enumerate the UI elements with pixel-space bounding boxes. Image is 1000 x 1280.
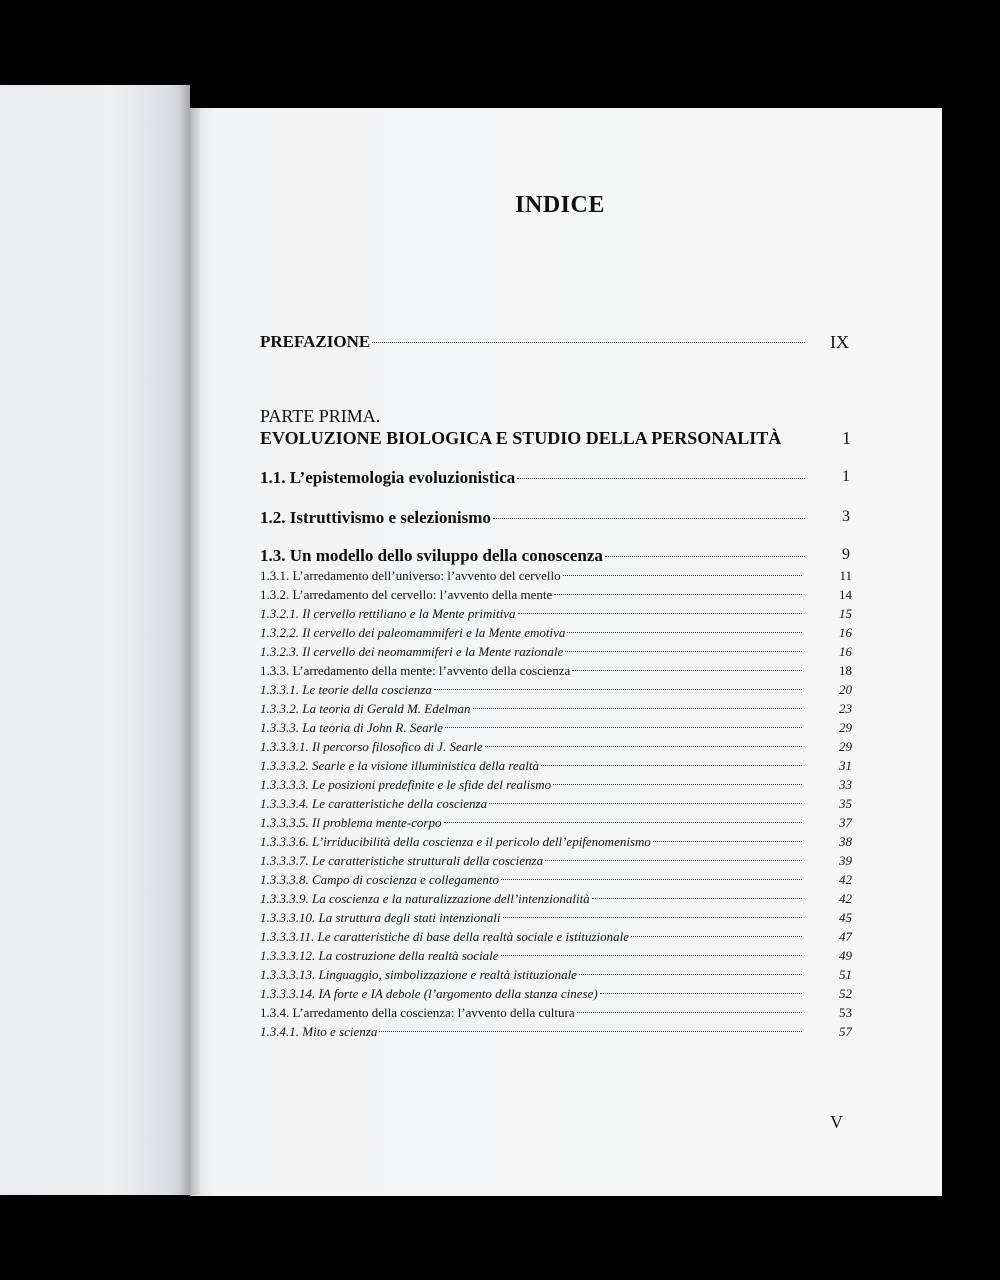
toc-entry (260, 891, 852, 907)
toc-entry-label: 1.3.3.3.10. La struttura degli stati intenzionali (260, 910, 501, 925)
dot-leader (379, 1031, 802, 1032)
left-page (0, 85, 190, 1195)
toc-entry-page: 51 (839, 967, 852, 982)
toc-entry-label: 1.3.2. L’arredamento del cervello: l’avvento della mente (260, 587, 553, 602)
toc-entry-page: 35 (839, 796, 852, 811)
toc-entry (260, 1005, 852, 1021)
toc-entry (260, 910, 852, 926)
toc-entry-label: 1.3.2.2. Il cervello dei paleomammiferi e la Mente emotiva (260, 625, 566, 640)
toc-entry (260, 853, 852, 869)
toc-entry-label: 1.3.1. L’arredamento dell’universo: l’avvento del cervello (260, 568, 561, 583)
dot-leader (489, 803, 802, 804)
toc-entry-page: 1 (842, 468, 850, 485)
dot-leader (503, 917, 802, 918)
dot-leader (434, 689, 802, 690)
dot-leader (567, 632, 802, 633)
dot-leader (553, 784, 802, 785)
dot-leader (605, 556, 805, 557)
toc-entry-label: 1.3.3.3.9. La coscienza e la naturalizzazione dell’intenzionalità (260, 891, 590, 906)
toc-entry-page: 9 (842, 546, 850, 563)
toc-entry-page: 38 (839, 834, 852, 849)
toc-entry (260, 872, 852, 888)
dot-leader (563, 575, 802, 576)
toc-entry-page: 49 (839, 948, 852, 963)
part-heading-line2 (260, 428, 851, 449)
toc-entry-page: IX (830, 332, 849, 352)
book-spine-shadow (178, 85, 200, 1195)
toc-entry-page: 47 (839, 929, 852, 944)
toc-entry-label: 1.3.3. L’arredamento della mente: l’avvento della coscienza (260, 663, 571, 678)
toc-entry-label: PREFAZIONE (260, 332, 371, 351)
dot-leader (485, 746, 802, 747)
toc-entry (260, 568, 852, 584)
toc-entry-label: 1.3.4. L’arredamento della coscienza: l’avvento della cultura (260, 1005, 575, 1020)
toc-entry (260, 815, 852, 831)
toc-entry-label: 1.3.3.3.13. Linguaggio, simbolizzazione e realtà istituzionale (260, 967, 577, 982)
toc-entry-label: 1.2. Istruttivismo e selezionismo (260, 508, 491, 527)
toc-entry-page: 20 (839, 682, 852, 697)
dot-leader (600, 993, 802, 994)
dot-leader (473, 708, 802, 709)
page-title: INDICE (515, 192, 605, 218)
toc-entry-label: 1.3.3.3.12. La costruzione della realtà sociale (260, 948, 499, 963)
toc-entry (260, 967, 852, 983)
dot-leader (501, 879, 802, 880)
part-heading-line1 (260, 406, 380, 427)
toc-entry-page: 45 (839, 910, 852, 925)
dot-leader (501, 955, 802, 956)
dot-leader (372, 342, 805, 343)
toc-entry-page: 42 (839, 872, 852, 887)
toc-entry (260, 546, 850, 566)
toc-entry (260, 701, 852, 717)
dot-leader (572, 670, 802, 671)
toc-entry (260, 929, 852, 945)
dot-leader (541, 765, 802, 766)
toc-entry-page: 39 (839, 853, 852, 868)
toc-entry-label: 1.3.3.3.5. Il problema mente-corpo (260, 815, 442, 830)
toc-entry (260, 758, 852, 774)
right-page (190, 108, 942, 1196)
toc-entry-page: 15 (839, 606, 852, 621)
toc-entry (260, 587, 852, 603)
dot-leader (565, 651, 802, 652)
toc-entry-label: 1.3.3.3.8. Campo di coscienza e collegamento (260, 872, 500, 887)
toc-entry-page: 3 (842, 508, 850, 525)
toc-entry-label: 1.3.3.3.3. Le posizioni predefinite e le sfide del realismo (260, 777, 552, 792)
dot-leader (493, 518, 805, 519)
toc-entry-label: 1.3.3.3.2. Searle e la visione illuministica della realtà (260, 758, 539, 773)
dot-leader (517, 478, 805, 479)
toc-entry-page: 31 (839, 758, 852, 773)
part-heading-title: EVOLUZIONE BIOLOGICA E STUDIO DELLA PERSONALITÀ (260, 428, 782, 448)
toc-entry-label: 1.3.3.2. La teoria di Gerald M. Edelman (260, 701, 471, 716)
toc-entry-page: 1 (842, 428, 851, 448)
toc-entry (260, 948, 852, 964)
toc-entry (260, 625, 852, 641)
toc-entry-label: 1.3.3.3.6. L’irriducibilità della coscienza e il pericolo dell’epifenomenismo (260, 834, 651, 849)
toc-entry (260, 777, 852, 793)
toc-entry-label: 1.3.3.1. Le teorie della coscienza (260, 682, 432, 697)
dot-leader (592, 898, 802, 899)
toc-entry (260, 508, 850, 528)
toc-entry-label: 1.3.3.3.1. Il percorso filosofico di J. Searle (260, 739, 483, 754)
dot-leader (545, 860, 802, 861)
toc-entry-page: 18 (839, 663, 852, 678)
toc-entry-page: 33 (839, 777, 852, 792)
toc-entry (260, 796, 852, 812)
toc-entry-label: 1.3.3.3.4. Le caratteristiche della coscienza (260, 796, 488, 811)
dot-leader (631, 936, 802, 937)
toc-entry-prefazione (260, 332, 849, 352)
toc-entry-label: 1.3.2.1. Il cervello rettiliano e la Mente primitiva (260, 606, 516, 621)
toc-entry (260, 682, 852, 698)
toc-entry-page: 57 (839, 1024, 852, 1039)
dot-leader (579, 974, 802, 975)
dot-leader (577, 1012, 802, 1013)
toc-entry (260, 834, 852, 850)
dot-leader (653, 841, 802, 842)
toc-entry-label: 1.3.3.3.11. Le caratteristiche di base della realtà sociale e istituzionale (260, 929, 630, 944)
toc-entry-page: 29 (839, 720, 852, 735)
toc-entry-label: 1.3.2.3. Il cervello dei neomammiferi e la Mente razionale (260, 644, 564, 659)
toc-entry (260, 606, 852, 622)
toc-entry (260, 986, 852, 1002)
toc-entry-label: 1.3.4.1. Mito e scienza (260, 1024, 378, 1039)
dot-leader (554, 594, 802, 595)
toc-entry-page: 23 (839, 701, 852, 716)
toc-entry (260, 644, 852, 660)
toc-entry (260, 1024, 852, 1040)
toc-entry-page: 16 (839, 625, 852, 640)
toc-entry (260, 468, 850, 488)
toc-entry-label: 1.3.3.3.7. Le caratteristiche strutturali della coscienza (260, 853, 544, 868)
toc-entry-page: 29 (839, 739, 852, 754)
toc-entry-label: 1.3. Un modello dello sviluppo della conoscenza (260, 546, 603, 565)
toc-entry (260, 739, 852, 755)
toc-entry-page: 11 (839, 568, 852, 583)
toc-entry (260, 663, 852, 679)
toc-entry-page: 52 (839, 986, 852, 1001)
toc-entry-page: 14 (839, 587, 852, 602)
dot-leader (445, 727, 802, 728)
toc-entry-page: 16 (839, 644, 852, 659)
toc-entry-label: 1.1. L’epistemologia evoluzionistica (260, 468, 516, 487)
toc-entry-page: 42 (839, 891, 852, 906)
toc-entry (260, 720, 852, 736)
toc-entry-label: 1.3.3.3.14. IA forte e IA debole (l’argomento della stanza cinese) (260, 986, 598, 1001)
toc-entry-label: 1.3.3.3. La teoria di John R. Searle (260, 720, 444, 735)
dot-leader (518, 613, 803, 614)
dot-leader (444, 822, 803, 823)
page-number: V (830, 1112, 843, 1132)
toc-entry-page: 53 (839, 1005, 852, 1020)
part-heading-label: PARTE PRIMA. (260, 406, 381, 426)
toc-entry-page: 37 (839, 815, 852, 830)
